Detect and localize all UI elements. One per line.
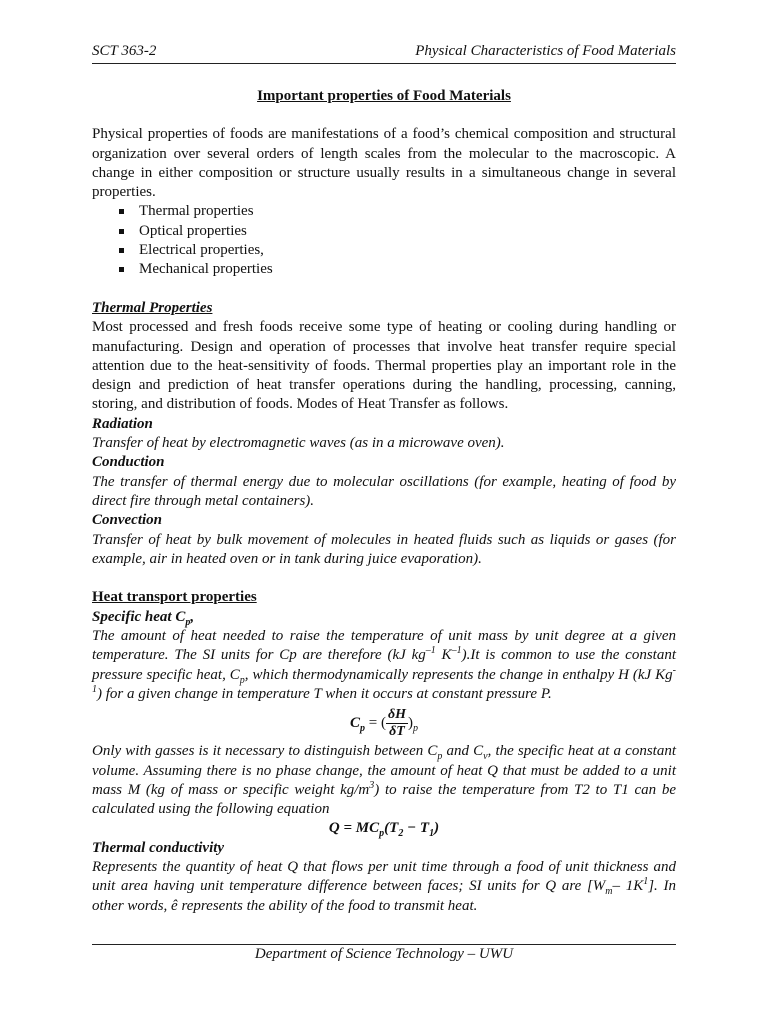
gas-paragraph: Only with gasses is it necessary to distinguish between $C_p$ and $C_v$, the specific heat at a constant volume. Assuming there is no phase change, the amount of heat Q that must be added to a unit mass M (kg of mass or specific weight $kg/m^3$) to raise the temperature from T2 to T1 can be calculated using the following equation	[92, 743, 676, 818]
page-title: Important properties of Food Materials	[257, 88, 511, 104]
page-content	[92, 87, 676, 916]
list-item: Thermal properties	[139, 202, 676, 221]
convection-text: Transfer of heat by bulk movement of molecules in heated fluids such as liquids or gases (for example, air in heated oven or in tank during juice evaporation).	[92, 531, 676, 567]
list-item: Mechanical properties	[139, 260, 676, 279]
page-header	[92, 43, 676, 64]
specific-heat-paragraph: The amount of heat needed to raise the temperature of unit mass by unit degree at a given temperature. The SI units for Cp are therefore (kJ $kg^{-1}$ $K^{-1}).It$ is common to use the constant pressure specific heat, $C_p$, which thermodynamically represents the change in enthalpy H (kJ $Kg^{-1}$) for a given change in temperature T when it occurs at constant pressure P.	[92, 628, 676, 702]
page-footer: Department of Science Technology – UWU	[254, 946, 514, 962]
thermal-conductivity-label: Thermal conductivity	[92, 839, 225, 856]
course-code: SCT 363-2	[92, 43, 157, 59]
list-item: Electrical properties,	[139, 241, 676, 260]
equation-specific-heat: $C_p$ = ( $\frac{\delta H}{\delta T}$ )$_p$	[349, 707, 419, 740]
specific-heat-label: Specific heat $C_p$,	[92, 608, 195, 628]
conduction-text: The transfer of thermal energy due to molecular oscillations (for example, heating of food by direct fire through metal containers).	[92, 473, 676, 509]
radiation-text: Transfer of heat by electromagnetic waves (as in a microwave oven).	[92, 435, 505, 452]
heat-transport-heading: Heat transport properties	[92, 589, 257, 606]
thermal-heading: Thermal Properties	[92, 299, 213, 316]
thermal-paragraph: Most processed and fresh foods receive some type of heating or cooling during handling or manufacturing. Design and operation of processes that involve heat transfer require special attention due to the heat-sensitivity of foods. Thermal properties play an important role in the design and prediction of heat transfer operations during the handling, processing, canning, storing, and distribution of foods. Modes of Heat Transfer as follows.	[92, 319, 676, 413]
properties-list	[92, 202, 676, 279]
intro-paragraph: Physical properties of foods are manifestations of a food’s chemical composition and structural organization over several orders of length scales from the molecular to the macroscopic. A change in either composition or structure usually results in a simultaneous change in several properties.	[92, 126, 676, 201]
list-item: Optical properties	[139, 222, 676, 241]
footer-rule	[92, 944, 676, 945]
radiation-label: Radiation	[92, 415, 153, 432]
equation-heat: $Q = MC_p(T_2 - T_1)$	[328, 820, 440, 840]
header-title: Physical Characteristics of Food Materials	[415, 43, 676, 59]
conduction-label: Conduction	[92, 454, 165, 471]
thermal-conductivity-paragraph: Represents the quantity of heat Q that flows per unit time through a food of unit thickness and unit area having unit temperature difference between faces; SI units for Q are [$W_m-$ $1K^1$]. In other words, ê represents the ability of the food to transmit heat.	[92, 858, 676, 914]
convection-label: Convection	[92, 512, 162, 529]
